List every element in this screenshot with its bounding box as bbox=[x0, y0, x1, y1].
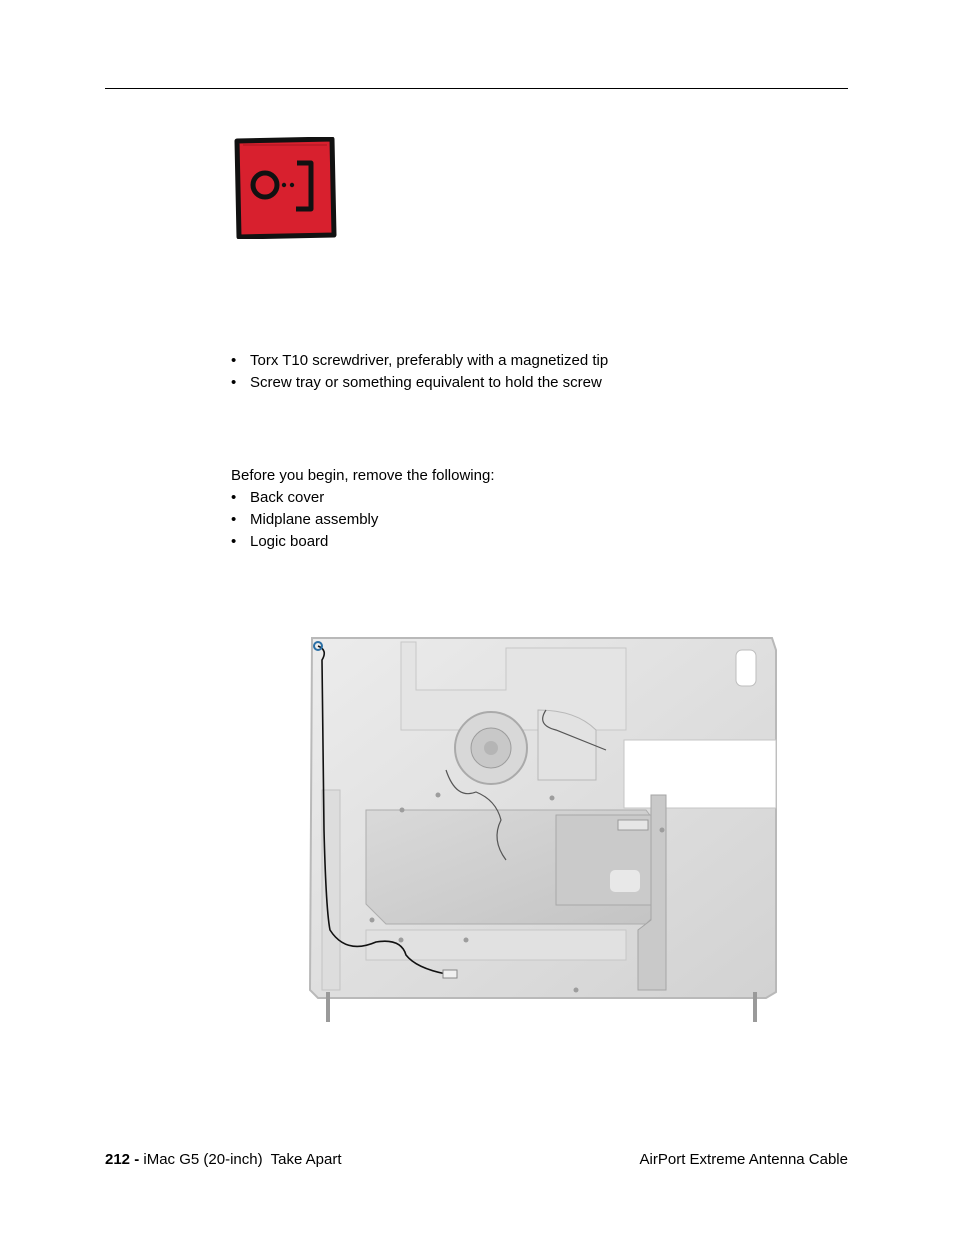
tools-list bbox=[231, 350, 608, 394]
prerequisite-item: Logic board bbox=[250, 533, 329, 550]
tool-item: Screw tray or something equivalent to hold the screw bbox=[250, 374, 602, 391]
doc-title: iMac G5 (20-inch) Take Apart bbox=[143, 1151, 342, 1168]
imac-frame-photo bbox=[306, 630, 780, 1025]
header-rule bbox=[105, 88, 848, 89]
list-item: • Screw tray or something equivalent to hold the screw bbox=[231, 374, 602, 391]
tools-icon bbox=[233, 137, 337, 239]
footer-left bbox=[105, 1150, 342, 1170]
page-number: 212 - bbox=[105, 1151, 140, 1168]
prerequisite-item: Back cover bbox=[250, 489, 325, 506]
section-title: AirPort Extreme Antenna Cable bbox=[639, 1151, 848, 1168]
list-item: • Midplane assembly bbox=[231, 511, 379, 528]
list-item: • Logic board bbox=[231, 533, 329, 550]
prerequisite-item: Midplane assembly bbox=[250, 511, 379, 528]
list-item: • Torx T10 screwdriver, preferably with a magnetized tip bbox=[231, 352, 609, 369]
prerequisites-intro: Before you begin, remove the following: bbox=[231, 467, 495, 484]
prerequisites-list bbox=[231, 487, 378, 553]
tool-item: Torx T10 screwdriver, preferably with a magnetized tip bbox=[250, 352, 609, 369]
list-item: • Back cover bbox=[231, 489, 325, 506]
